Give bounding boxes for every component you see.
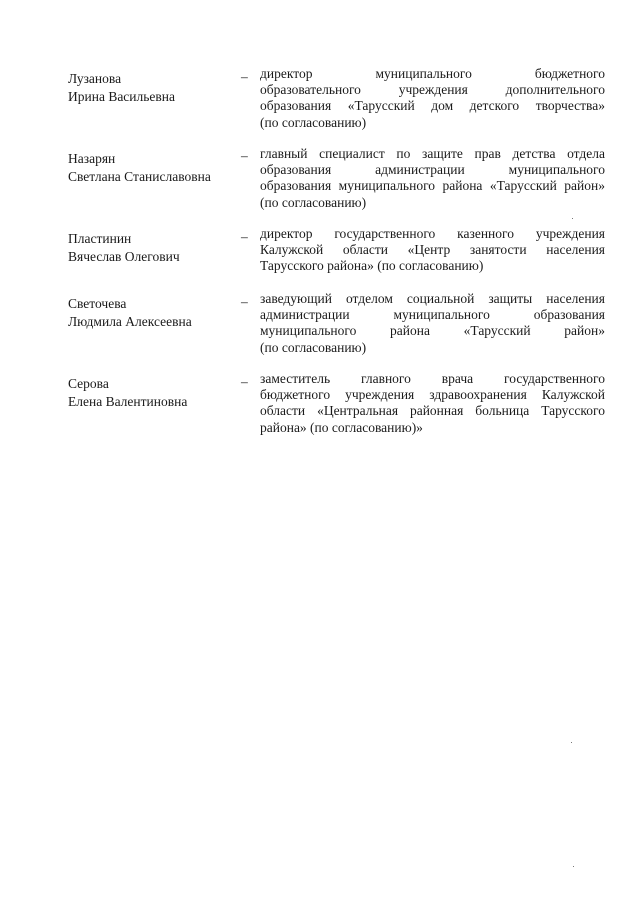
separator-dash: – xyxy=(241,229,248,244)
member-surname: Светочева xyxy=(68,296,127,311)
position-line: (по согласованию) xyxy=(260,114,367,130)
scan-speck xyxy=(572,218,573,219)
position-line: директор государственного казенного учреждения xyxy=(260,226,605,241)
position-line: (по согласованию) xyxy=(260,194,367,210)
separator-dash: – xyxy=(241,148,248,163)
member-surname: Пластинин xyxy=(68,231,132,246)
member-name xyxy=(68,70,238,105)
scan-speck xyxy=(573,866,574,867)
position-line: администрации муниципального образования xyxy=(260,307,605,323)
member-position xyxy=(260,226,605,275)
position-line: муниципального района «Тарусский район» xyxy=(260,323,605,339)
member-position xyxy=(260,66,605,131)
separator-dash: – xyxy=(241,69,248,84)
position-line: бюджетного учреждения здравоохранения Калужской xyxy=(260,387,605,403)
position-line: заместитель главного врача государственного xyxy=(260,371,605,386)
position-line: (по согласованию) xyxy=(260,339,367,355)
position-line: образовательного учреждения дополнительного xyxy=(260,82,605,98)
position-line: района» (по согласованию)» xyxy=(260,419,423,435)
member-given-names: Людмила Алексеевна xyxy=(68,313,192,329)
member-surname: Серова xyxy=(68,376,109,391)
member-given-names: Вячеслав Олегович xyxy=(68,248,180,264)
separator-dash: – xyxy=(241,294,248,309)
member-position xyxy=(260,146,605,211)
position-line: директор муниципального бюджетного xyxy=(260,66,605,81)
member-position xyxy=(260,371,605,436)
member-surname: Лузанова xyxy=(68,71,122,86)
member-name xyxy=(68,375,238,410)
member-given-names: Елена Валентиновна xyxy=(68,393,188,409)
scan-speck xyxy=(571,742,572,743)
position-line: Калужской области «Центр занятости населения xyxy=(260,242,605,258)
position-line: образования администрации муниципального xyxy=(260,162,605,178)
position-line: образования «Тарусский дом детского творчества» xyxy=(260,98,605,114)
member-surname: Назарян xyxy=(68,151,116,166)
member-name xyxy=(68,230,238,265)
member-position xyxy=(260,291,605,356)
separator-dash: – xyxy=(241,374,248,389)
position-line: главный специалист по защите прав детства отдела xyxy=(260,146,605,161)
member-name xyxy=(68,150,238,185)
member-name xyxy=(68,295,238,330)
member-given-names: Ирина Васильевна xyxy=(68,88,176,104)
position-line: заведующий отделом социальной защиты населения xyxy=(260,291,605,306)
position-line: образования муниципального района «Тарусский район» xyxy=(260,178,605,194)
member-given-names: Светлана Станиславовна xyxy=(68,168,211,184)
position-line: области «Центральная районная больница Тарусского xyxy=(260,403,605,419)
position-line: Тарусского района» (по согласованию) xyxy=(260,258,484,274)
